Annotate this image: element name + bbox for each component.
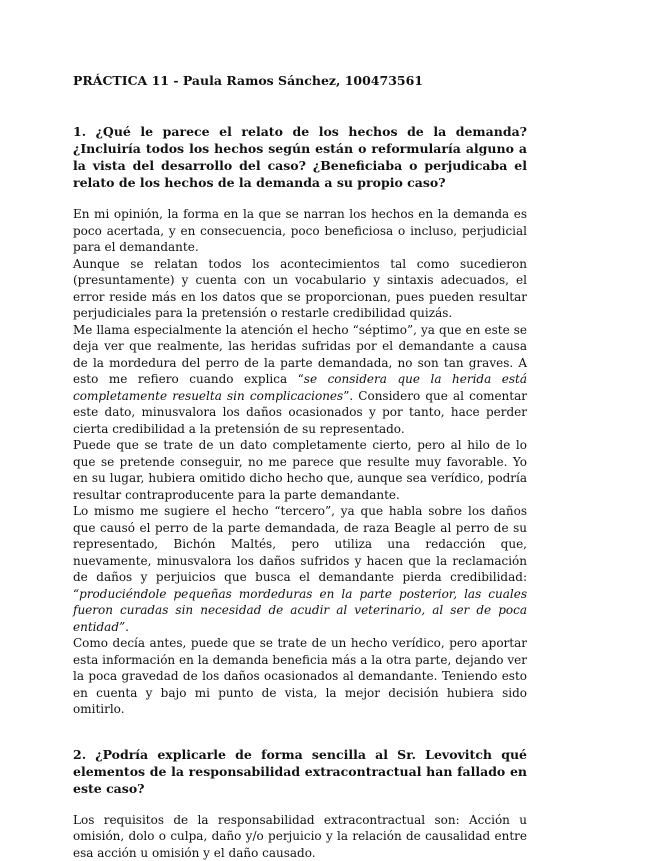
q1-paragraph-4: Puede que se trate de un dato completamente cierto, pero al hilo de lo que se pretende conseguir, no me parece que resulte muy favorable. Yo en su lugar, hubiera omitido dicho hecho que, aunque sea verídico, podría resultar contraproducente para la parte demandante.: [73, 437, 527, 503]
spacer: [73, 718, 527, 746]
q1-paragraph-3: [73, 322, 527, 438]
question-2-heading: 2. ¿Podría explicarle de forma sencilla al Sr. Levovitch qué elementos de la responsabilidad extracontractual han fallado en este caso?: [73, 746, 527, 797]
question-1-heading: 1. ¿Qué le parece el relato de los hechos de la demanda? ¿Incluiría todos los hechos según están o reformularía alguno a la vista del desarrollo del caso? ¿Beneficiaba o perjudicaba el relato de los hechos de la demanda a su propio caso?: [73, 123, 527, 191]
q1-paragraph-2: Aunque se relatan todos los acontecimientos tal como sucedieron (presuntamente) y cuenta con un vocabulario y sintaxis adecuados, el error reside más en los datos que se proporcionan, pues pueden resultar perjudiciales para la pretensión o restarle credibilidad quizás.: [73, 256, 527, 322]
q1-paragraph-5: [73, 503, 527, 635]
q2-paragraph-1: Los requisitos de la responsabilidad extracontractual son: Acción u omisión, dolo o culpa, daño y/o perjuicio y la relación de causalidad entre esa acción u omisión y el daño causado.: [73, 812, 527, 861]
q1-paragraph-5-quote: “produciéndole pequeñas mordeduras en la parte posterior, las cuales fueron curadas sin necesidad de acudir al veterinario, al ser de poca entidad”: [73, 587, 527, 634]
q1-paragraph-3-text-a: Me llama especialmente la atención el hecho “séptimo”, ya que en este se deja ver que realmente, las heridas sufridas por el demandante a causa de la mordedura del perro de la parte demandada, no son tan graves. A esto me refiero cuando explica “: [73, 323, 527, 387]
q1-paragraph-5-text-b: .: [125, 620, 129, 634]
document-title: PRÁCTICA 11 - Paula Ramos Sánchez, 100473561: [73, 72, 527, 89]
q1-paragraph-1: En mi opinión, la forma en la que se narran los hechos en la demanda es poco acertada, y en consecuencia, poco beneficiosa o incluso, perjudicial para el demandante.: [73, 206, 527, 256]
q1-paragraph-3-quote: se considera que la herida está completamente resuelta sin complicaciones: [73, 372, 527, 403]
q1-paragraph-6: Como decía antes, puede que se trate de un hecho verídico, pero aportar esta información en la demanda beneficia más a la otra parte, dejando ver la poca gravedad de los daños ocasionados al demandante. Teniendo esto en cuenta y bajo mi punto de vista, la mejor decisión hubiera sido omitirlo.: [73, 635, 527, 718]
q1-paragraph-3-text-b: ”. Considero que al comentar este dato, minusvalora los daños ocasionados y por tanto, hace perder cierta credibilidad a la pretensión de su representado.: [73, 389, 527, 436]
q1-paragraph-5-text-a: Lo mismo me sugiere el hecho “tercero”, ya que habla sobre los daños que causó el perro de la parte demandada, de raza Beagle al perro de su representado, Bichón Maltés, pero utiliza una redacción que, nuevamente, minusvalora los daños sufridos y hacen que la reclamación de daños y perjuicios que busca el demandante pierda credibilidad:: [73, 504, 527, 584]
spacer: [73, 101, 527, 123]
